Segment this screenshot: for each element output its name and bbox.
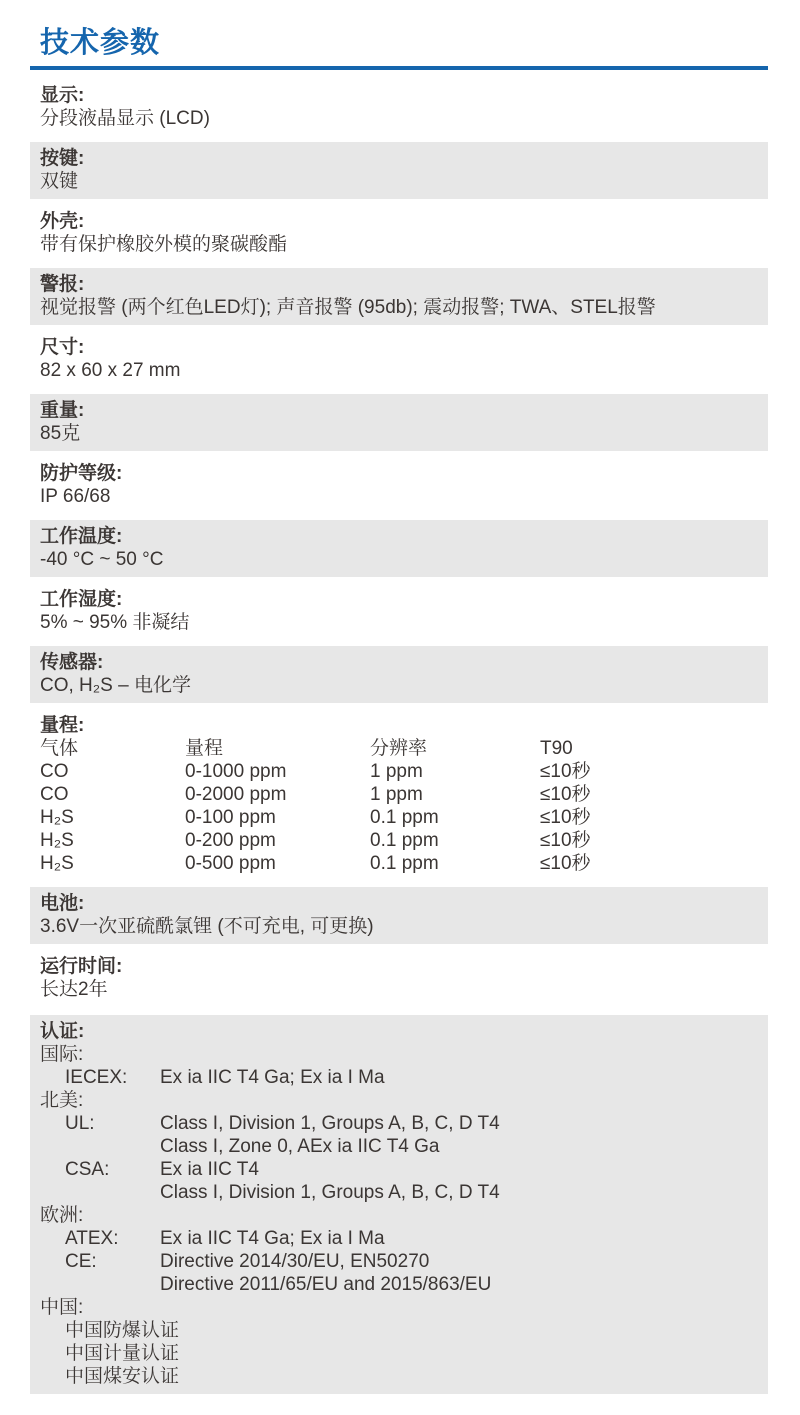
section-housing [30, 205, 768, 262]
range-row [40, 783, 758, 806]
cert-scheme-name: CSA: [65, 1159, 110, 1180]
cert-china-metrology [40, 1342, 758, 1365]
section-label: 工作温度: [40, 526, 123, 547]
cert-row-ce-continued [40, 1273, 758, 1296]
cert-scheme-name: ATEX: [65, 1228, 119, 1249]
range-col-header: 气体 [40, 738, 79, 759]
range-col-header: T90 [540, 738, 573, 759]
section-value: 5% ~ 95% 非凝结 [40, 612, 190, 633]
cert-region-international [40, 1043, 758, 1066]
range-row [40, 760, 758, 783]
section-weight [30, 394, 768, 451]
section-battery [30, 887, 768, 944]
section-label: 警报: [40, 274, 85, 295]
section-label: 按键: [40, 148, 85, 169]
section-value: IP 66/68 [40, 486, 111, 507]
cert-scheme-name-spacer [65, 1273, 160, 1296]
range-cell: H₂S [40, 807, 74, 828]
cert-scheme-value: Class I, Zone 0, AEx ia IIC T4 Ga [160, 1136, 440, 1157]
range-cell: 0-100 ppm [185, 807, 276, 828]
cert-china-item: 中国煤安认证 [65, 1366, 180, 1387]
range-row [40, 852, 758, 875]
cert-region-label: 中国: [40, 1297, 84, 1318]
section-range [30, 709, 768, 881]
cert-row-csa-continued [40, 1181, 758, 1204]
cert-region-north-america [40, 1089, 758, 1112]
cert-row-iecex [40, 1066, 758, 1089]
cert-scheme-value: Ex ia IIC T4 [160, 1159, 259, 1180]
section-certification [30, 1015, 768, 1394]
range-cell: 0-200 ppm [185, 830, 276, 851]
section-value: 视觉报警 (两个红色LED灯); 声音报警 (95db); 震动报警; TWA、STEL报警 [40, 297, 656, 318]
section-value: 长达2年 [40, 979, 108, 1000]
range-row [40, 806, 758, 829]
range-cell: 0-1000 ppm [185, 761, 287, 782]
range-cell: ≤10秒 [540, 761, 591, 782]
cert-scheme-name: CE: [65, 1251, 97, 1272]
section-display [30, 79, 768, 136]
cert-scheme-value: Ex ia IIC T4 Ga; Ex ia I Ma [160, 1067, 385, 1088]
range-cell: 0.1 ppm [370, 853, 439, 874]
section-label: 认证: [40, 1021, 85, 1042]
cert-region-label: 北美: [40, 1090, 84, 1111]
section-label: 尺寸: [40, 337, 85, 358]
range-cell: ≤10秒 [540, 807, 591, 828]
section-label: 传感器: [40, 652, 104, 673]
cert-row-csa [40, 1158, 758, 1181]
section-runtime [30, 950, 768, 1007]
range-row [40, 829, 758, 852]
page-title: 技术参数 [40, 27, 161, 59]
range-cell: H₂S [40, 853, 74, 874]
range-cell: ≤10秒 [540, 784, 591, 805]
range-header-row [40, 737, 758, 760]
section-label: 外壳: [40, 211, 85, 232]
cert-scheme-name: IECEX: [65, 1067, 128, 1088]
cert-row-ce [40, 1250, 758, 1273]
section-alarm [30, 268, 768, 325]
section-label: 电池: [40, 893, 85, 914]
cert-china-explosion-proof [40, 1319, 758, 1342]
range-cell: 0.1 ppm [370, 807, 439, 828]
range-col-header: 量程 [185, 738, 224, 759]
cert-row-ul-continued [40, 1135, 758, 1158]
range-cell: 1 ppm [370, 784, 423, 805]
section-value: 85克 [40, 423, 81, 444]
range-cell: 0-2000 ppm [185, 784, 287, 805]
section-label: 显示: [40, 85, 85, 106]
section-label: 运行时间: [40, 956, 123, 977]
range-cell: 1 ppm [370, 761, 423, 782]
section-value: 带有保护橡胶外模的聚碳酸酯 [40, 234, 288, 255]
cert-scheme-value: Class I, Division 1, Groups A, B, C, D T4 [160, 1182, 500, 1203]
cert-region-label: 欧洲: [40, 1205, 84, 1226]
range-cell: H₂S [40, 830, 74, 851]
cert-scheme-value: Directive 2011/65/EU and 2015/863/EU [160, 1274, 492, 1295]
range-cell: ≤10秒 [540, 830, 591, 851]
cert-region-label: 国际: [40, 1044, 84, 1065]
range-col-header: 分辨率 [370, 738, 428, 759]
cert-scheme-name-spacer [65, 1135, 160, 1158]
section-dimensions [30, 331, 768, 388]
range-cell: CO [40, 784, 69, 805]
section-operating-temperature [30, 520, 768, 577]
section-operating-humidity [30, 583, 768, 640]
cert-row-ul [40, 1112, 758, 1135]
cert-china-item: 中国计量认证 [65, 1343, 180, 1364]
section-sensor [30, 646, 768, 703]
cert-scheme-value: Ex ia IIC T4 Ga; Ex ia I Ma [160, 1228, 385, 1249]
section-value: 双键 [40, 171, 79, 192]
cert-china-item: 中国防爆认证 [65, 1320, 180, 1341]
cert-china-coal-safety [40, 1365, 758, 1388]
section-value: 3.6V一次亚硫酰氯锂 (不可充电, 可更换) [40, 916, 374, 937]
section-ip-rating [30, 457, 768, 514]
range-cell: 0.1 ppm [370, 830, 439, 851]
section-buttons [30, 142, 768, 199]
cert-region-china [40, 1296, 758, 1319]
cert-scheme-name: UL: [65, 1113, 95, 1134]
section-label: 防护等级: [40, 463, 123, 484]
section-label: 量程: [40, 715, 85, 736]
title-divider [30, 66, 768, 70]
range-cell: 0-500 ppm [185, 853, 276, 874]
cert-scheme-value: Directive 2014/30/EU, EN50270 [160, 1251, 430, 1272]
section-value: 82 x 60 x 27 mm [40, 360, 181, 381]
cert-scheme-value: Class I, Division 1, Groups A, B, C, D T4 [160, 1113, 500, 1134]
cert-region-europe [40, 1204, 758, 1227]
section-value: 分段液晶显示 (LCD) [40, 108, 210, 129]
section-value: -40 °C ~ 50 °C [40, 549, 164, 570]
cert-scheme-name-spacer [65, 1181, 160, 1204]
range-cell: CO [40, 761, 69, 782]
section-value: CO, H₂S – 电化学 [40, 675, 191, 696]
section-label: 重量: [40, 400, 85, 421]
range-cell: ≤10秒 [540, 853, 591, 874]
cert-row-atex [40, 1227, 758, 1250]
section-label: 工作湿度: [40, 589, 123, 610]
